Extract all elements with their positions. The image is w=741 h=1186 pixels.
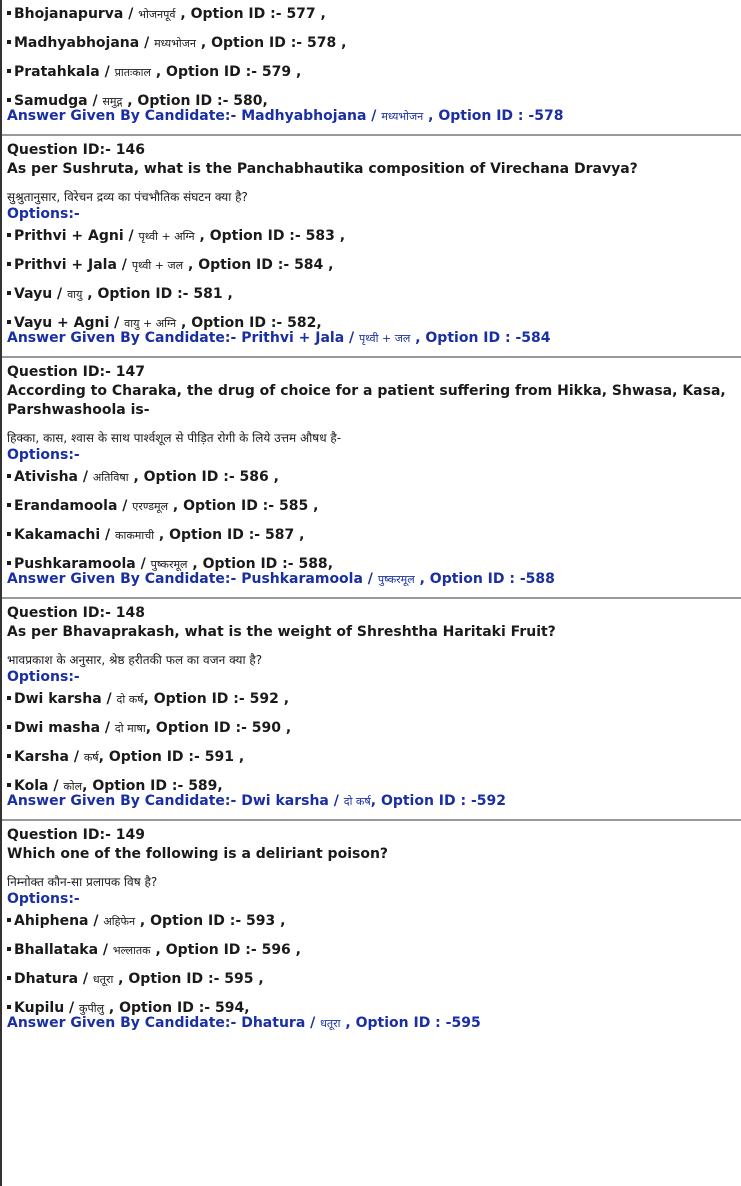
candidate-answer: Answer Given By Candidate:- Dhatura / धतूरा , Option ID : -595 [7, 1015, 481, 1031]
option-row: Samudga / समुद्ग , Option ID :- 580, [7, 87, 735, 116]
question-block-148 [7, 604, 735, 811]
question-text: As per Sushruta, what is the Panchabhautika composition of Virechana Dravya? [7, 161, 638, 177]
option-row: Dwi karsha / दो कर्ष, Option ID :- 592 , [7, 685, 735, 714]
response-sheet [2, 0, 741, 1033]
divider [2, 819, 741, 821]
option-row: Erandamoola / एरण्डमूल , Option ID :- 585 , [7, 492, 735, 521]
bullet-icon [7, 947, 11, 951]
question-text-hindi: सुश्रुतानुसार, विरेचन द्रव्य का पंचभौतिक संघटन क्या है? [7, 190, 248, 204]
divider [2, 597, 741, 599]
candidate-answer: Answer Given By Candidate:- Prithvi + Jala / पृथ्वी + जल , Option ID : -584 [7, 330, 551, 346]
divider [2, 134, 741, 136]
bullet-icon [7, 291, 11, 295]
bullet-icon [7, 40, 11, 44]
option-row: Bhojanapurva / भोजनपूर्व , Option ID :- 577 , [7, 0, 735, 29]
bullet-icon [7, 696, 11, 700]
question-text: As per Bhavaprakash, what is the weight of Shreshtha Haritaki Fruit? [7, 624, 556, 640]
option-row: Pushkaramoola / पुष्करमूल , Option ID :- 588, [7, 550, 735, 579]
options-label: Options:- [7, 447, 80, 463]
candidate-answer: Answer Given By Candidate:- Pushkaramoola / पुष्करमूल , Option ID : -588 [7, 571, 555, 587]
question-text: Which one of the following is a deliriant poison? [7, 846, 389, 862]
option-row: Ativisha / अतिविषा , Option ID :- 586 , [7, 463, 735, 492]
bullet-icon [7, 532, 11, 536]
bullet-icon [7, 783, 11, 787]
option-row: Bhallataka / भल्लातक , Option ID :- 596 , [7, 936, 735, 965]
option-row: Dhatura / धतूरा , Option ID :- 595 , [7, 965, 735, 994]
question-text-hindi: हिक्का, कास, श्वास के साथ पार्श्वशूल से पीड़ित रोगी के लिये उत्तम औषध है- [7, 431, 342, 445]
bullet-icon [7, 320, 11, 324]
question-id: Question ID:- 146 [7, 142, 145, 158]
bullet-icon [7, 754, 11, 758]
options-label: Options:- [7, 891, 80, 907]
option-row: Ahiphena / अहिफेन , Option ID :- 593 , [7, 907, 735, 936]
bullet-icon [7, 11, 11, 15]
question-text-hindi: निम्नोक्त कौन-सा प्रलापक विष है? [7, 875, 158, 889]
options-label: Options:- [7, 206, 80, 222]
question-text-hindi: भावप्रकाश के अनुसार, श्रेष्ठ हरीतकी फल का वजन क्या है? [7, 653, 263, 667]
option-row: Pratahkala / प्रातःकाल , Option ID :- 579 , [7, 58, 735, 87]
bullet-icon [7, 725, 11, 729]
bullet-icon [7, 98, 11, 102]
bullet-icon [7, 561, 11, 565]
bullet-icon [7, 1005, 11, 1009]
option-row: Karsha / कर्ष, Option ID :- 591 , [7, 743, 735, 772]
bullet-icon [7, 976, 11, 980]
option-row: Dwi masha / दो माषा, Option ID :- 590 , [7, 714, 735, 743]
question-block-147 [7, 363, 735, 589]
bullet-icon [7, 69, 11, 73]
question-id: Question ID:- 147 [7, 364, 145, 380]
bullet-icon [7, 474, 11, 478]
option-row: Prithvi + Jala / पृथ्वी + जल , Option ID :- 584 , [7, 251, 735, 280]
question-block-149 [7, 826, 735, 1033]
question-text: According to Charaka, the drug of choice for a patient suffering from Hikka, Shwasa, Kasa, Parshwashoola is- [7, 383, 726, 418]
option-row: Vayu + Agni / वायु + अग्नि , Option ID :- 582, [7, 309, 735, 338]
question-block-145-tail [7, 0, 735, 126]
candidate-answer: Answer Given By Candidate:- Dwi karsha / दो कर्ष, Option ID : -592 [7, 793, 507, 809]
option-row: Kola / कोल, Option ID :- 589, [7, 772, 735, 801]
bullet-icon [7, 262, 11, 266]
option-row: Kakamachi / काकमाची , Option ID :- 587 , [7, 521, 735, 550]
option-row: Vayu / वायु , Option ID :- 581 , [7, 280, 735, 309]
question-id: Question ID:- 148 [7, 605, 145, 621]
bullet-icon [7, 503, 11, 507]
option-row: Kupilu / कुपीलु , Option ID :- 594, [7, 994, 735, 1023]
bullet-icon [7, 233, 11, 237]
question-block-146 [7, 141, 735, 348]
question-id: Question ID:- 149 [7, 827, 145, 843]
options-label: Options:- [7, 669, 80, 685]
divider [2, 356, 741, 358]
option-row: Prithvi + Agni / पृथ्वी + अग्नि , Option ID :- 583 , [7, 222, 735, 251]
candidate-answer: Answer Given By Candidate:- Madhyabhojana / मध्यभोजन , Option ID : -578 [7, 108, 564, 124]
bullet-icon [7, 918, 11, 922]
option-row: Madhyabhojana / मध्यभोजन , Option ID :- 578 , [7, 29, 735, 58]
